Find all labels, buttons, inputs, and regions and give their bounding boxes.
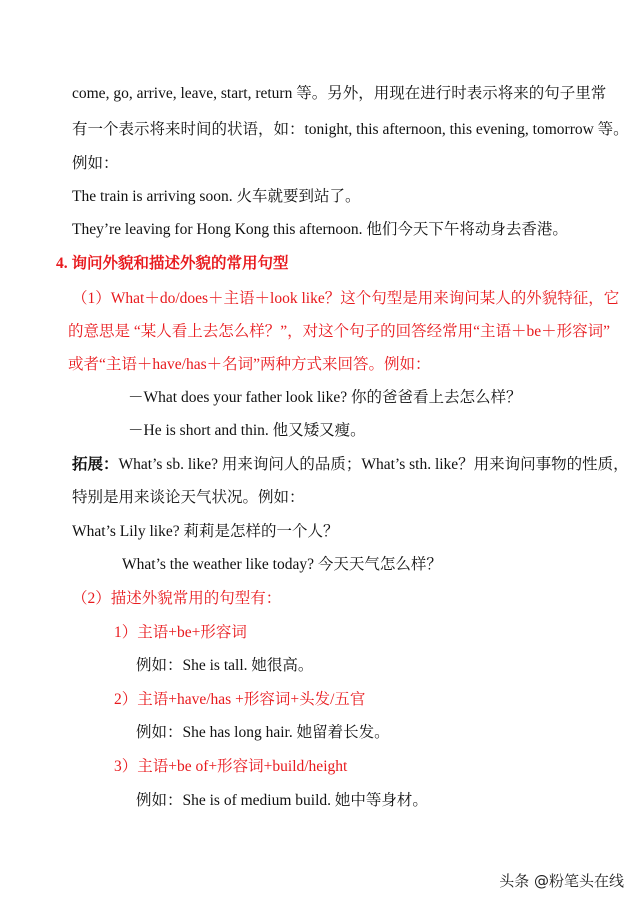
pattern-heading: 3）主语+be of+形容词+build/height	[114, 758, 348, 775]
highlight-line: 或者“主语＋have/has＋名词”两种方式来回答。例如：	[68, 356, 431, 373]
highlight-line: 的意思是 “某人看上去怎么样？”，对这个句子的回答经常用“主语＋be＋形容词”	[68, 323, 611, 340]
example-sentence: 例如：She has long hair. 她留着长发。	[136, 724, 390, 741]
example-sentence: The train is arriving soon. 火车就要到站了。	[72, 188, 361, 205]
paragraph-line: 特别是用来谈论天气状况。例如：	[72, 489, 305, 506]
highlight-line: （1）What＋do/does＋主语＋look like？这个句型是用来询问某人的外貌特征，它	[72, 290, 620, 307]
section-heading: 4. 询问外貌和描述外貌的常用句型	[56, 255, 289, 272]
example-sentence: －What does your father look like? 你的爸爸看上去怎么样？	[128, 389, 522, 406]
example-sentence: What’s the weather like today? 今天天气怎么样？	[122, 556, 442, 573]
extension-label: 拓展：	[72, 456, 119, 473]
example-sentence: －He is short and thin. 他又矮又瘦。	[128, 422, 366, 439]
paragraph-line: 有一个表示将来时间的状语，如：tonight, this afternoon, this evening, tomorrow 等。	[72, 121, 629, 138]
paragraph-line: 例如：	[72, 155, 119, 172]
subsection-heading: （2）描述外貌常用的句型有：	[72, 590, 282, 607]
extension-text: What’s sb. like? 用来询问人的品质；What’s sth. like？用来询问事物的性质，	[118, 456, 629, 473]
pattern-heading: 2）主语+have/has +形容词+头发/五官	[114, 691, 366, 708]
example-sentence: What’s Lily like? 莉莉是怎样的一个人？	[72, 523, 339, 540]
example-sentence: 例如：She is of medium build. 她中等身材。	[136, 792, 428, 809]
example-sentence: 例如：She is tall. 她很高。	[136, 657, 314, 674]
example-sentence: They’re leaving for Hong Kong this afternoon. 他们今天下午将动身去香港。	[72, 221, 568, 238]
watermark-text: 头条 @粉笔头在线	[499, 872, 624, 890]
extension-line	[72, 455, 629, 475]
pattern-heading: 1）主语+be+形容词	[114, 624, 247, 641]
paragraph-line: come, go, arrive, leave, start, return 等。另外，用现在进行时表示将来的句子里常	[72, 85, 607, 102]
